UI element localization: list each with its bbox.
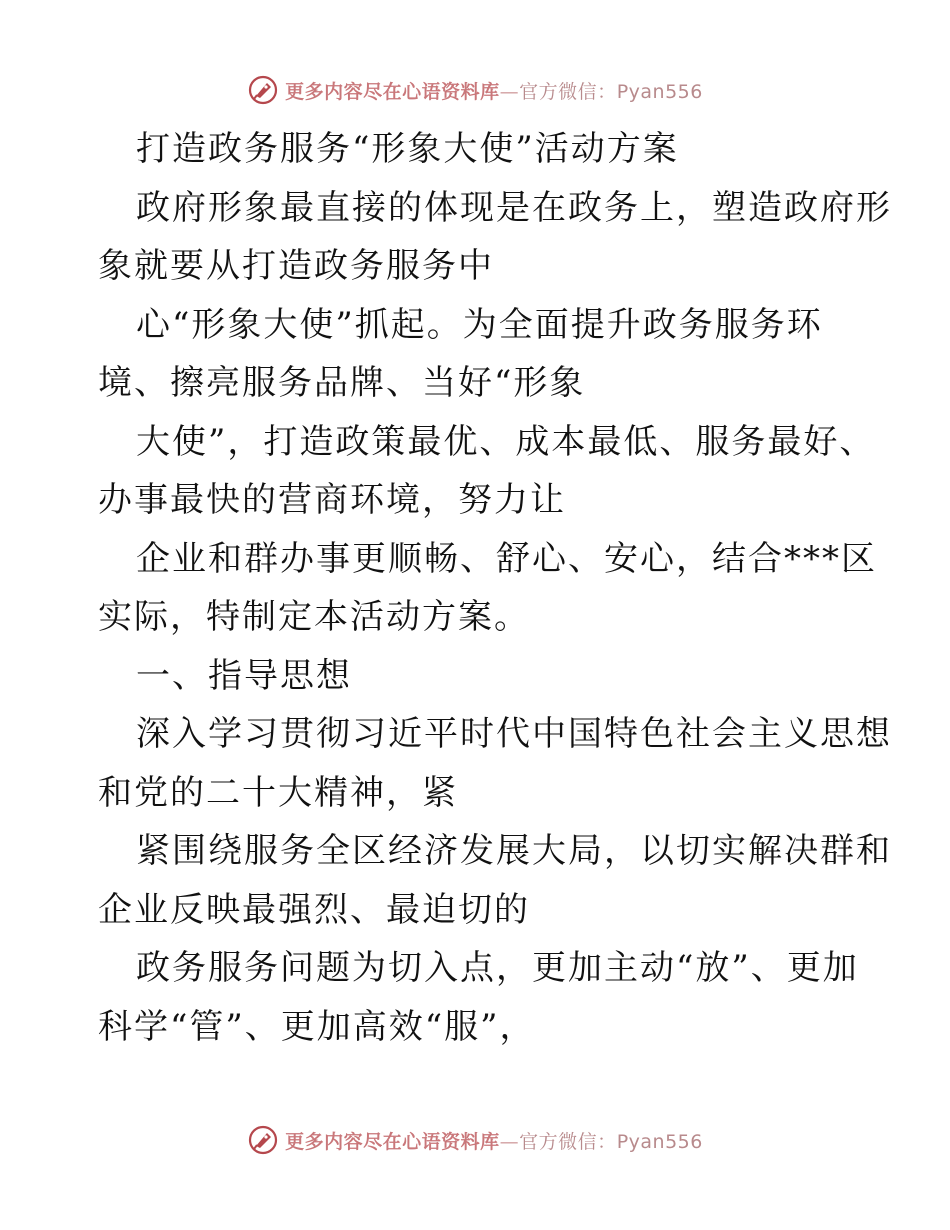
watermark-brand: 更多内容尽在心语资料库: [285, 80, 500, 103]
document-title: 打造政务服务“形象大使”活动方案: [136, 129, 679, 169]
watermark-wechat-label: 官方微信：: [519, 80, 617, 103]
watermark-separator: —: [499, 1130, 520, 1153]
watermark-wechat-id: Pyan556: [616, 1130, 703, 1153]
watermark-text: [285, 1127, 703, 1154]
text-line: 深入学习贯彻习近平时代中国特色社会主义思想: [136, 714, 892, 754]
text-line: 一、指导思想: [136, 655, 352, 696]
text-line: 企业反映最强烈、最迫切的: [98, 889, 530, 930]
watermark-brand: 更多内容尽在心语资料库: [285, 1130, 500, 1153]
watermark-text: [285, 77, 703, 104]
text-line: 境、擦亮服务品牌、当好“形象: [98, 363, 586, 403]
text-line: 办事最快的营商环境，努力让: [98, 480, 566, 520]
header-watermark: [0, 70, 950, 110]
watermark-separator: —: [499, 80, 520, 103]
text-line: 象就要从打造政务服务中: [98, 246, 494, 286]
text-line: 紧围绕服务全区经济发展大局，以切实解决群和: [136, 831, 892, 871]
text-line: 政务服务问题为切入点，更加主动“放”、更加: [136, 948, 859, 988]
text-line: 政府形象最直接的体现是在政务上，塑造政府形: [136, 187, 892, 228]
watermark-wechat-label: 官方微信：: [519, 1130, 617, 1153]
text-line: 企业和群办事更顺畅、舒心、安心，结合***区: [136, 538, 877, 579]
text-line: 大使”，打造政策最优、成本最低、服务最好、: [136, 421, 876, 462]
text-line: 科学“管”、更加高效“服”，: [98, 1006, 536, 1047]
text-line: 心“形象大使”抓起。为全面提升政务服务环: [136, 304, 823, 345]
pen-nib-circle-icon: [247, 1124, 279, 1156]
watermark-wechat-id: Pyan556: [616, 80, 703, 103]
pen-nib-circle-icon: [247, 74, 279, 106]
text-line: 实际，特制定本活动方案。: [98, 597, 530, 637]
text-line: 和党的二十大精神，紧: [98, 772, 458, 813]
footer-watermark: [0, 1120, 950, 1160]
document-body: [98, 120, 892, 1056]
